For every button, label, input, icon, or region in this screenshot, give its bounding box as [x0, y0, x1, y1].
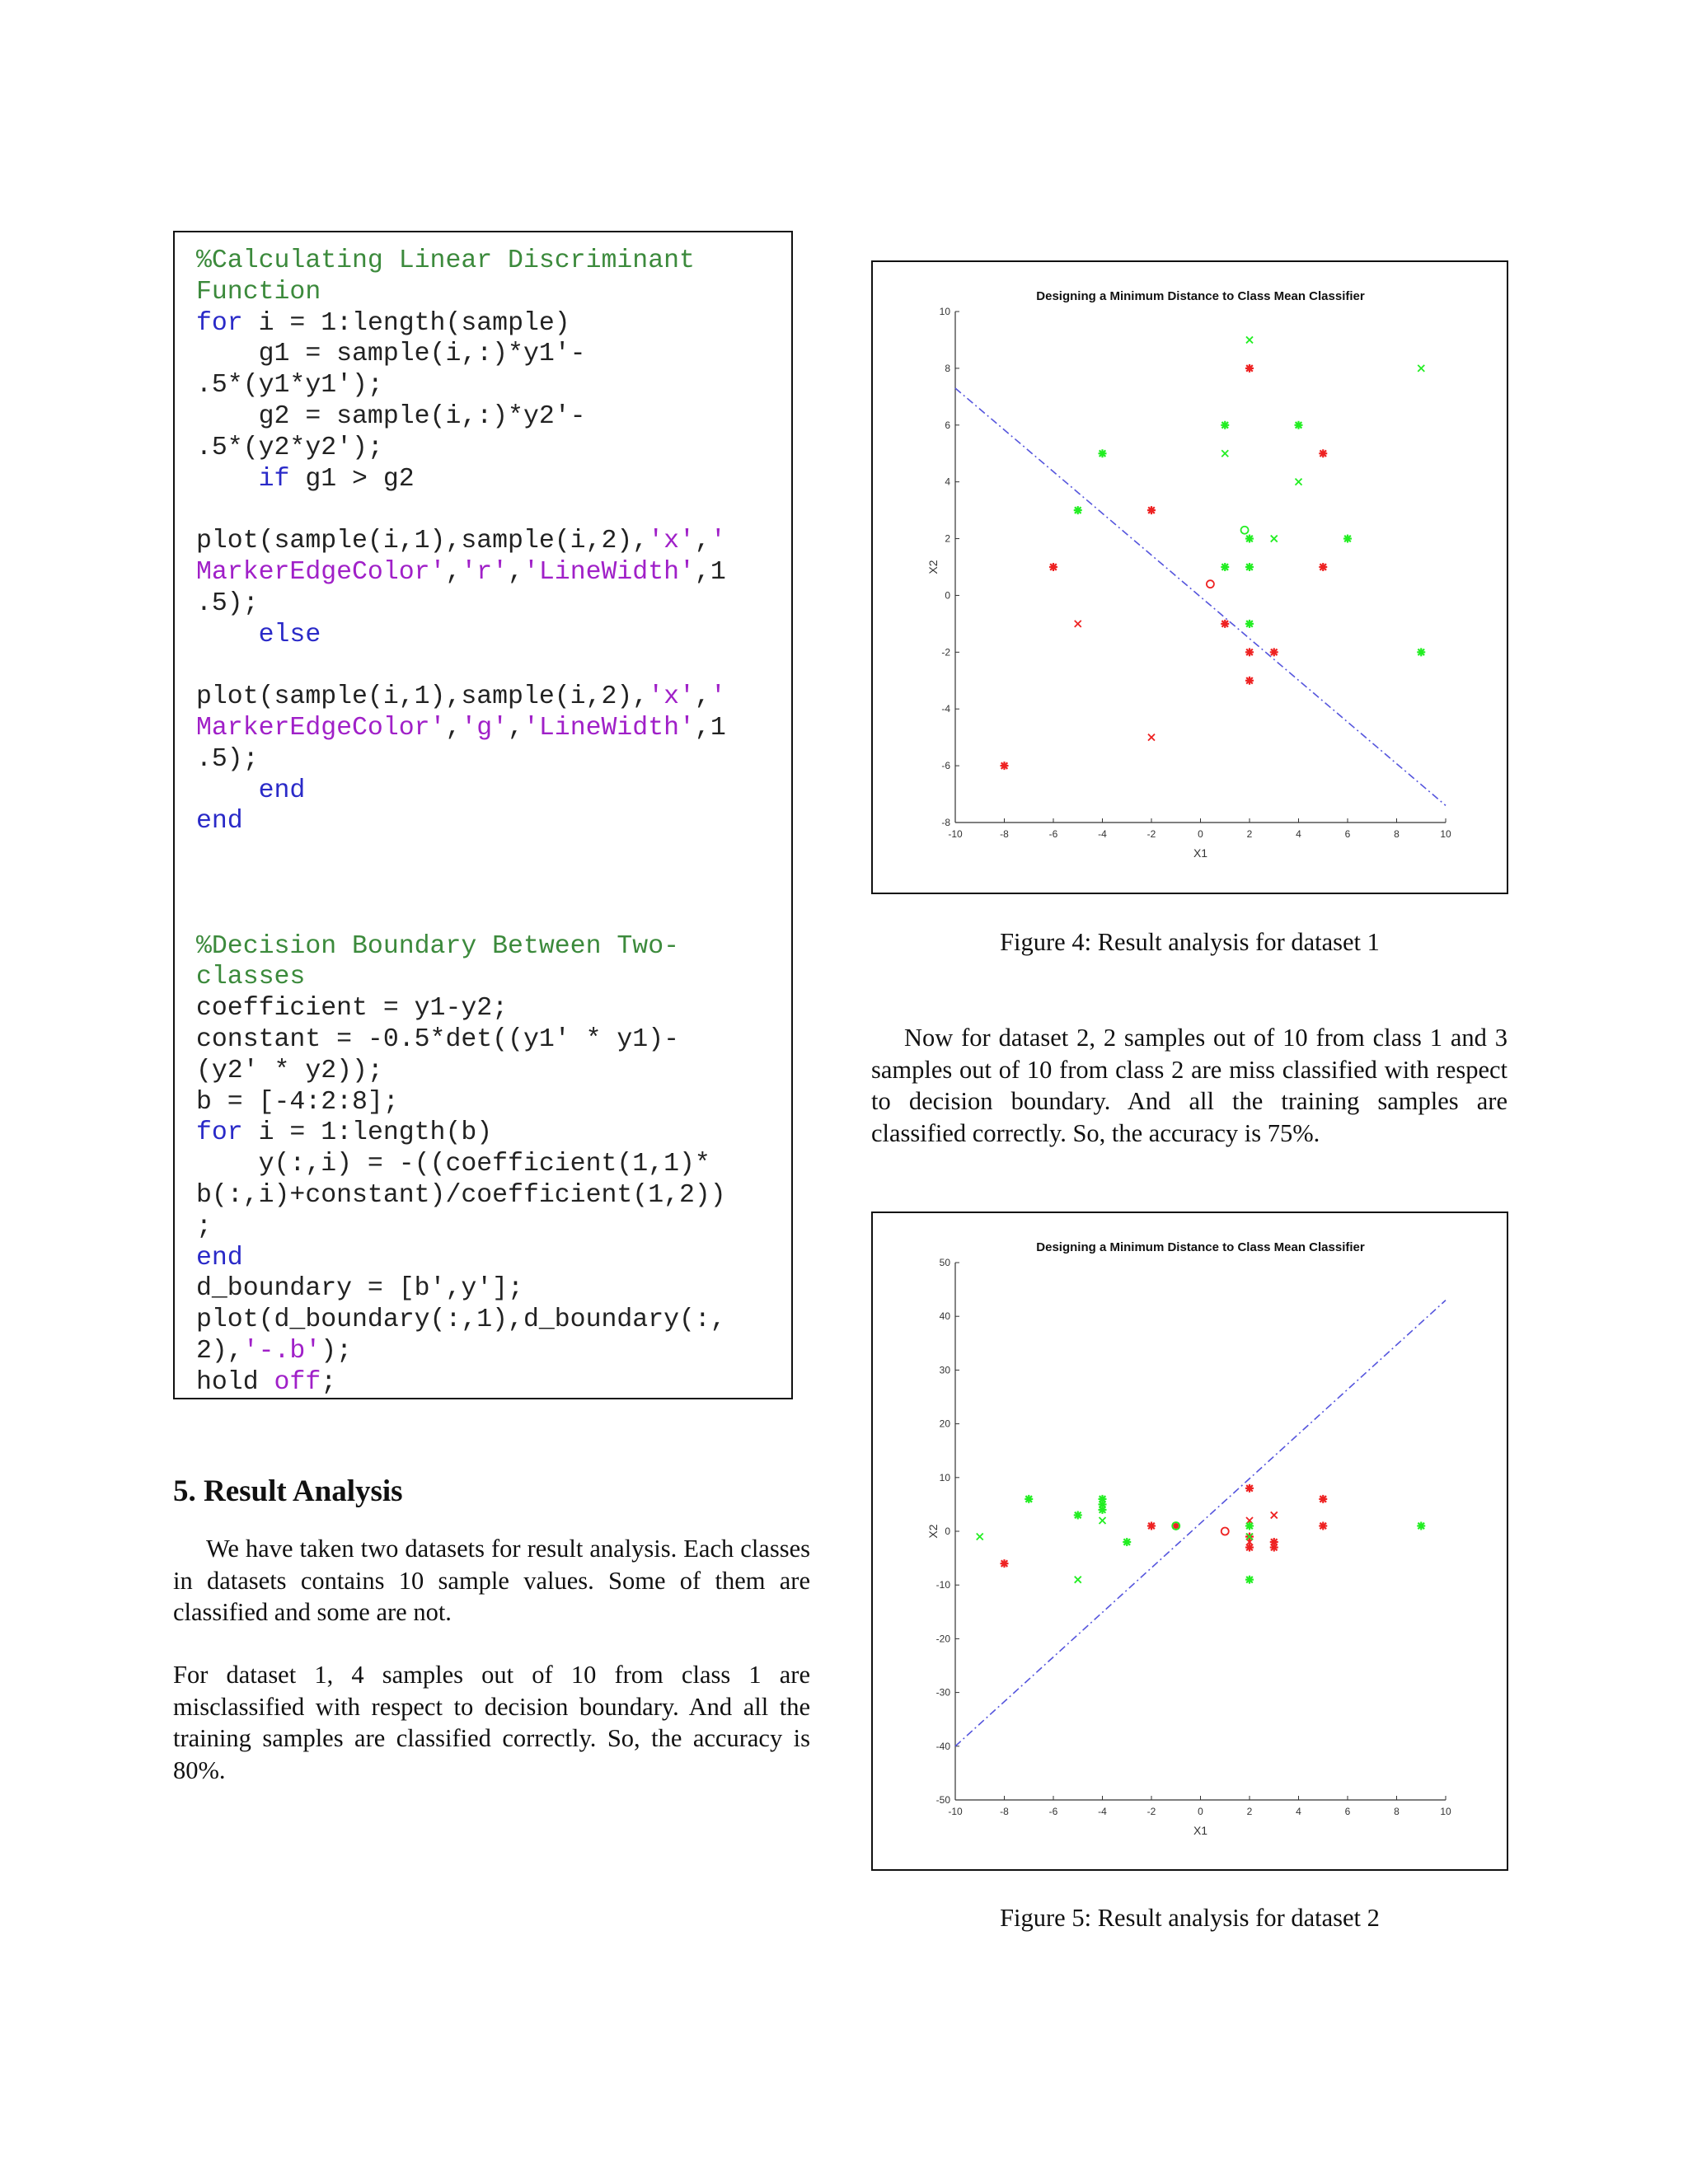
code-token: 'g'	[461, 713, 509, 743]
code-token: .5);	[196, 744, 259, 774]
data-point-star	[1319, 449, 1327, 457]
y-tick-label: 2	[945, 532, 950, 545]
code-token: ,	[694, 682, 710, 712]
data-point-x	[1296, 479, 1302, 485]
result-paragraph-dataset-2: Now for dataset 2, 2 samples out of 10 from class 1 and 3 samples out of 10 from class 2 are miss classified with respect to decision boundary. And all the training samples are classified correctly. So, the accuracy is 75%.	[871, 1024, 1507, 1147]
data-point-star	[1343, 535, 1352, 543]
code-token: off	[274, 1367, 321, 1397]
code-token: 'x'	[648, 682, 695, 712]
data-point-star	[1074, 1511, 1082, 1519]
code-token: g1 > g2	[289, 464, 415, 494]
data-point-x	[1271, 1511, 1278, 1518]
y-axis-label: X2	[926, 1524, 940, 1539]
code-token: MarkerEdgeColor'	[196, 713, 446, 743]
data-point-star	[1123, 1538, 1131, 1546]
data-point-star	[1319, 1495, 1327, 1503]
data-point-x	[1075, 621, 1081, 627]
figure-5-caption: Figure 5: Result analysis for dataset 2	[1000, 1904, 1380, 1932]
x-tick-label: -8	[1000, 828, 1009, 840]
y-tick-label: 0	[945, 1526, 950, 1537]
y-tick-label: -20	[935, 1633, 950, 1645]
data-point-star	[1270, 648, 1278, 656]
data-point-star	[1270, 1544, 1278, 1552]
code-token: ,	[508, 713, 523, 743]
code-token: end	[258, 776, 306, 805]
code-token: d_boundary = [b',y'];	[196, 1274, 523, 1304]
code-token: b = [-4:2:8];	[196, 1087, 399, 1117]
code-token: y(:,i) = -((coefficient(1,1)*	[196, 1150, 710, 1179]
y-tick-label: -50	[935, 1794, 950, 1806]
x-tick-label: 8	[1394, 828, 1400, 840]
data-point-star	[1001, 762, 1009, 770]
x-tick-label: -4	[1098, 1806, 1107, 1817]
code-token: hold	[196, 1367, 274, 1397]
x-tick-label: 4	[1296, 828, 1301, 840]
data-point-star	[1245, 620, 1254, 628]
y-tick-label: -40	[935, 1740, 950, 1752]
data-point-star	[1221, 620, 1229, 628]
code-token: ,	[445, 557, 462, 587]
x-axis-label: X1	[1193, 846, 1208, 860]
code-token: if	[258, 464, 290, 494]
data-point-star	[1245, 677, 1254, 685]
data-point-x	[1418, 365, 1424, 372]
data-point-star	[1245, 648, 1254, 656]
data-point-star	[1245, 1484, 1254, 1493]
code-token: for	[196, 1118, 243, 1148]
code-token	[196, 621, 259, 649]
x-tick-label: 2	[1246, 1806, 1253, 1817]
y-tick-label: -4	[941, 703, 950, 715]
x-tick-label: 0	[1198, 1806, 1203, 1817]
code-token: '	[710, 682, 726, 712]
code-token: plot(sample(i,1),sample(i,2),	[196, 527, 649, 556]
y-tick-label: -6	[941, 760, 950, 772]
y-tick-label: -30	[935, 1686, 950, 1699]
data-point-star	[1147, 506, 1156, 514]
data-point-star	[1099, 449, 1107, 457]
data-point-x	[1075, 1577, 1081, 1583]
code-token: %Decision Boundary Between Two-	[196, 931, 679, 961]
code-token: 'x'	[648, 527, 695, 556]
chart-dataset-1	[873, 262, 1507, 893]
x-tick-label: -8	[1000, 1806, 1009, 1817]
code-token: '	[710, 527, 726, 556]
code-token: .5*(y2*y2');	[196, 433, 383, 462]
code-token: end	[196, 1243, 243, 1272]
code-token: '-.b'	[242, 1336, 321, 1366]
x-tick-label: -2	[1146, 1806, 1156, 1817]
data-point-x	[1246, 336, 1253, 343]
figure-4-caption: Figure 4: Result analysis for dataset 1	[1000, 928, 1380, 956]
data-point-star	[1074, 506, 1082, 514]
data-point-star	[1245, 1576, 1254, 1584]
chart-title: Designing a Minimum Distance to Class Mean Classifier	[1036, 1240, 1365, 1254]
data-point-star	[1319, 1521, 1327, 1530]
x-tick-label: -10	[948, 1806, 963, 1817]
code-token: i = 1:length(b)	[242, 1118, 493, 1148]
result-paragraph-dataset-1: For dataset 1, 4 samples out of 10 from class 1 are misclassified with respect to decision boundary. And all the training samples are classified correctly. So, the accuracy is 80%.	[173, 1661, 810, 1784]
y-tick-label: -8	[941, 817, 950, 828]
data-point-mean	[1221, 1528, 1229, 1535]
code-token: (y2' * y2));	[196, 1056, 383, 1085]
code-token: 'r'	[461, 557, 509, 587]
data-point-star	[1147, 1521, 1156, 1530]
code-token: ,1	[694, 557, 726, 587]
code-token: i = 1:length(sample)	[242, 308, 570, 338]
code-token: Function	[196, 277, 321, 307]
y-tick-label: 0	[945, 589, 950, 602]
data-point-star	[1245, 563, 1254, 571]
code-listing	[196, 246, 726, 1398]
x-tick-label: 6	[1344, 828, 1351, 840]
x-tick-label: -6	[1048, 828, 1058, 840]
data-point-star	[1295, 421, 1303, 429]
data-point-x	[1100, 1517, 1106, 1524]
decision-boundary-line	[955, 1301, 1446, 1746]
y-tick-label: 10	[939, 1471, 950, 1483]
x-axis-label: X1	[1193, 1824, 1208, 1837]
figure-4	[871, 260, 1508, 894]
code-token: 'LineWidth'	[523, 557, 695, 587]
data-point-star	[1099, 1506, 1107, 1514]
x-tick-label: 4	[1296, 1806, 1301, 1817]
data-point-star	[1221, 421, 1229, 429]
code-token: g2 = sample(i,:)*y2'-	[196, 401, 586, 431]
data-point-x	[1221, 450, 1228, 457]
data-point-star	[1417, 648, 1425, 656]
code-token: 2),	[196, 1336, 243, 1366]
code-token: .5);	[196, 588, 259, 618]
data-point-star	[1049, 563, 1057, 571]
code-token: b(:,i)+constant)/coefficient(1,2))	[196, 1180, 726, 1210]
x-tick-label: -6	[1048, 1806, 1058, 1817]
y-tick-label: 6	[945, 419, 950, 431]
code-token: constant = -0.5*det((y1' * y1)-	[196, 1024, 679, 1054]
data-point-star	[1319, 563, 1327, 571]
code-token: ;	[321, 1367, 337, 1397]
y-tick-label: -10	[935, 1579, 950, 1591]
y-tick-label: 40	[939, 1310, 950, 1323]
code-token: ,	[508, 557, 523, 587]
chart-dataset-2	[873, 1213, 1507, 1869]
data-point-star	[1417, 1521, 1425, 1530]
data-point-star	[1245, 1521, 1254, 1530]
x-tick-label: 2	[1246, 828, 1253, 840]
data-point-star	[1025, 1495, 1033, 1503]
x-tick-label: 0	[1198, 828, 1203, 840]
x-tick-label: 10	[1440, 1806, 1451, 1817]
code-token: );	[321, 1336, 353, 1366]
x-tick-label: -10	[948, 828, 963, 840]
code-token: MarkerEdgeColor'	[196, 557, 446, 587]
decision-boundary-line	[955, 388, 1446, 805]
data-point-x	[1148, 734, 1155, 741]
code-token: classes	[196, 963, 306, 992]
x-tick-label: 6	[1344, 1806, 1351, 1817]
data-point-star	[1221, 563, 1229, 571]
code-token: ,1	[694, 713, 726, 743]
y-tick-label: 50	[939, 1257, 950, 1268]
data-point-mean	[1207, 580, 1214, 588]
x-tick-label: -2	[1146, 828, 1156, 840]
code-token: plot(d_boundary(:,1),d_boundary(:,	[196, 1305, 726, 1335]
data-point-x	[1271, 536, 1278, 542]
data-point-star	[1245, 535, 1254, 543]
result-paragraph-intro: We have taken two datasets for result analysis. Each classes in datasets contains 10 sample values. Some of them are classified and some are not.	[173, 1535, 810, 1626]
y-tick-label: -2	[941, 646, 950, 658]
y-tick-label: 10	[939, 306, 950, 317]
code-token	[196, 465, 259, 494]
x-tick-label: -4	[1098, 828, 1107, 840]
y-tick-label: 4	[945, 476, 950, 488]
code-token: else	[258, 620, 321, 649]
code-token: ,	[445, 713, 462, 743]
code-token: ,	[694, 527, 710, 556]
y-axis-label: X2	[926, 560, 940, 574]
code-token: ;	[196, 1212, 212, 1241]
chart-title: Designing a Minimum Distance to Class Mean Classifier	[1036, 289, 1365, 303]
code-token: end	[196, 807, 243, 837]
code-token: plot(sample(i,1),sample(i,2),	[196, 682, 649, 712]
data-point-x	[977, 1534, 983, 1540]
x-tick-label: 8	[1394, 1806, 1400, 1817]
figure-5	[871, 1212, 1508, 1871]
code-listing-box	[173, 231, 793, 1399]
code-token: for	[196, 308, 243, 338]
data-point-star	[1245, 364, 1254, 373]
y-tick-label: 8	[945, 362, 950, 374]
code-token: .5*(y1*y1');	[196, 371, 383, 401]
code-token: g1 = sample(i,:)*y1'-	[196, 340, 586, 369]
y-tick-label: 30	[939, 1364, 950, 1376]
code-token	[196, 776, 259, 805]
x-tick-label: 10	[1440, 828, 1451, 840]
data-point-mean	[1241, 527, 1249, 534]
data-point-star	[1001, 1559, 1009, 1568]
code-token: coefficient = y1-y2;	[196, 994, 509, 1024]
y-tick-label: 20	[939, 1418, 950, 1430]
code-token: 'LineWidth'	[523, 713, 695, 743]
section-heading: 5. Result Analysis	[173, 1474, 403, 1508]
code-token: %Calculating Linear Discriminant	[196, 246, 695, 275]
